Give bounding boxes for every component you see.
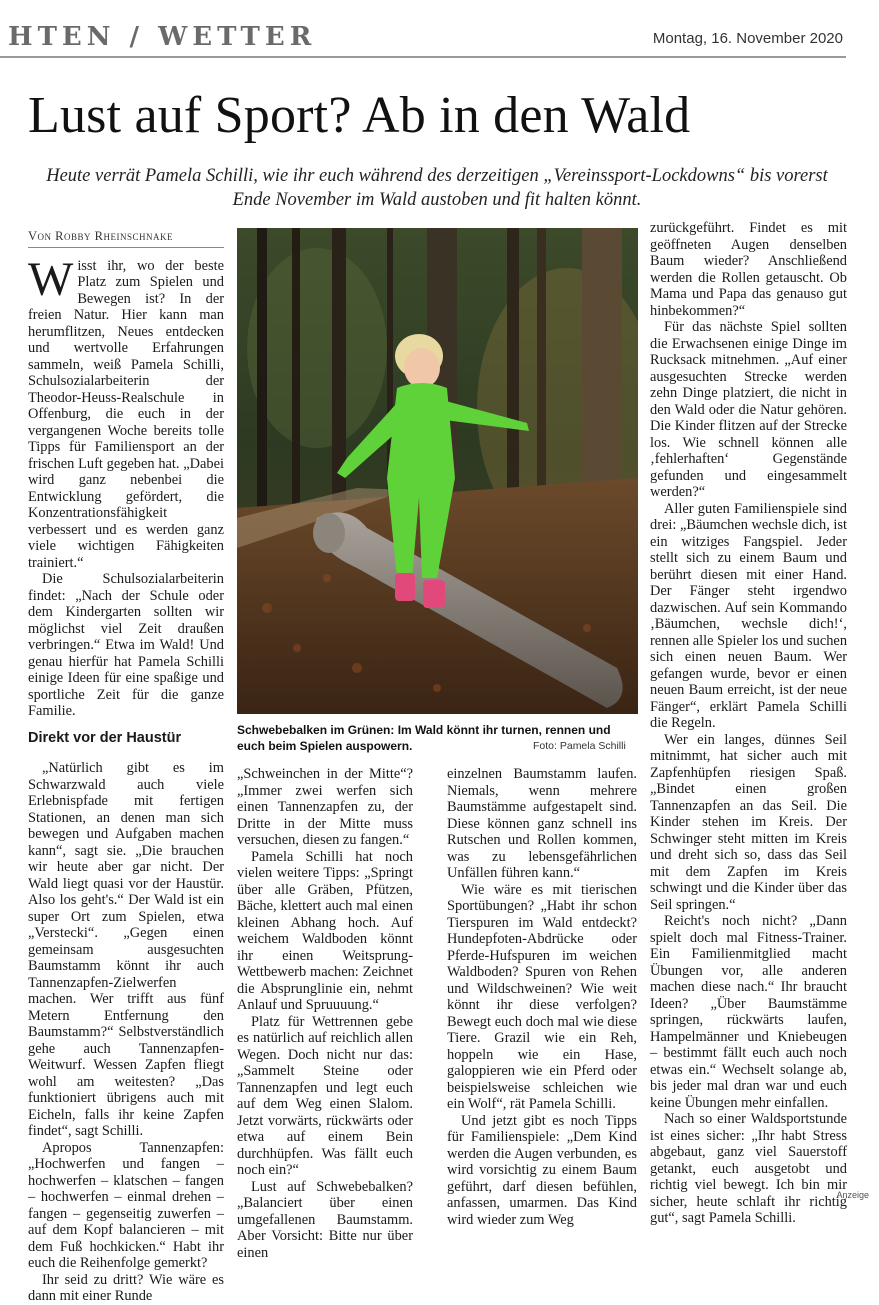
paragraph: Apropos Tannenzapfen: „Hochwerfen und fangen – hochwerfen – klatschen – fangen – hochwerfen – einmal drehen – fangen – gegenseitig zuwerfen – auf dem Kopf balancieren – mit dem Fuß hochkicken.“ Habt ihr euch die Reihenfolge gemerkt?	[28, 1139, 224, 1271]
column-3	[447, 766, 637, 1228]
column-4	[650, 220, 847, 1227]
ad-label: Anzeige	[836, 1190, 869, 1200]
page-header	[0, 0, 879, 58]
paragraph: „Natürlich gibt es im Schwarzwald auch viele Erlebnispfade mit fertigen Stationen, an denen man sich bewegen und Aufgaben machen kann“, sagt sie. „Die brauchen wir heute aber gar nicht. Der Wald liegt quasi vor der Haustür. Also los geht's.“ Der Wald ist ein super Ort zum Spielen, etwa „Verstecki“. „Gegen einen gemeinsam ausgesuchten Baumstamm könnt ihr auch Tannenzapfen-Zielwerfen machen. Wer trifft aus fünf Metern Entfernung den Baumstamm?“ Selbstverständlich gehe auch Tannenzapfen-Weitwurf. Wessen Zapfen fliegt wohl am weitesten? „Das funktioniert übrigens auch mit Eicheln, falls ihr keine Zapfen findet“, sagt Schilli.	[28, 760, 224, 1139]
byline: Von Robby Rheinschnake	[28, 228, 224, 248]
paragraph: Wer ein langes, dünnes Seil mitnimmt, hat sicher auch mit Zapfenhüpfen riesigen Spaß. „Bindet einen großen Tannenzapfen an das Seil. Die Kinder stehen im Kreis. Der Schwinger steht mitten im Kreis und dreht sich so, dass das Seil mit dem Zapfen im Kreis schwingt und die Kinder über das Seil springen.“	[650, 731, 847, 913]
article-photo	[237, 228, 638, 714]
subheading: Direkt vor der Haustür	[28, 729, 182, 746]
paragraph: Für das nächste Spiel sollten die Erwachsenen einige Dinge im Rucksack mitnehmen. „Auf einer ausgesuchten Strecke werden zehn Dinge platziert, die nicht in den Wald oder die Natur gehören. Die Kinder flitzen auf der Strecke los. Wie schnell können alle ‚fehlerhaften‘ Gegenstände gefunden und eingesammelt werden?“	[650, 319, 847, 500]
paragraph: Ihr seid zu dritt? Wie wäre es dann mit einer Runde	[28, 1271, 224, 1304]
paragraph: Aller guten Familienspiele sind drei: „Bäumchen wechsle dich, ist ein witziges Fangspiel. Jeder stellt sich zu einem Baum und berührt diesen mit einer Hand. Der Fänger steht irgendwo dazwischen. Auf sein Kommando ‚Bäumchen, wechsle dich!‘, rennen alle Spieler los und suchen sich einen neuen Baum. Wer gefangen wurde, bevor er einen neuen Baum erreicht, ist der neue Fänger“, erklärt Pamela Schilli die Regeln.	[650, 500, 848, 731]
forest-photo	[237, 228, 638, 714]
teaser: Heute verrät Pamela Schilli, wie ihr euch während des derzeitigen „Vereinssport-Lockdowns“ bis vorerst Ende November im Wald austoben und fit halten könnt.	[46, 166, 828, 210]
paragraph: Platz für Wettrennen gebe es natürlich auf reichlich allen Wegen. Doch nicht nur das: „Sammelt Steine oder Tannenzapfen und legt euch auf dem Weg einen Slalom. Jetzt vorwärts, rückwärts oder etwa auf einem Bein durchhüpfen. Was fällt euch noch ein?“	[237, 1013, 413, 1178]
paragraph: einzelnen Baumstamm laufen. Niemals, wenn mehrere Baumstämme aufgestapelt sind. Diese können ganz schnell ins Rutschen und Rollen kommen, was zu lebensgefährlichen Unfällen führen kann.“	[447, 766, 637, 881]
header-rule	[0, 56, 846, 58]
drop-cap: W	[28, 252, 74, 306]
photo-caption: Schwebebalken im Grünen: Im Wald könnt ihr turnen, rennen und euch beim Spielen auspowern.	[237, 723, 611, 753]
paragraph: Lust auf Schwebebalken? „Balanciert über einen umgefallenen Baumstamm. Aber Vorsicht: Bitte nur über einen	[237, 1178, 413, 1261]
paragraph: Wie wäre es mit tierischen Sportübungen? „Habt ihr schon Tierspuren im Wald entdeckt? Hundepfoten-Abdrücke oder Pferde-Hufspuren im weichen Waldboden? Spuren von Rehen und Wildschweinen? Wie weit könnt ihr diese verfolgen? Bewegt euch doch mal wie diese Tiere. Grazil wie ein Reh, hoppeln wie ein Hase, galoppieren wie ein Pferd oder beispielsweise schleichen wie ein Wolf“, rät Pamela Schilli.	[447, 881, 637, 1112]
paragraph: Pamela Schilli hat noch vielen weitere Tipps: „Springt über alle Gräben, Pfützen, Bäche, klettert auch mal einen kleinen Abhang hoch. Auf weichem Waldboden könnt ihr einen Weitsprung-Wettbewerb machen: Zeichnet die Absprunglinie ein, nehmt Anlauf und Spruuuung.“	[237, 848, 413, 1013]
column-2	[237, 766, 413, 1261]
paragraph: Die Schulsozialarbeiterin findet: „Nach der Schule oder dem Kindergarten sollten wir möglichst viel Zeit draußen verbringen.“ Etwa im Wald! Und genau hierfür hat Pamela Schilli einige Ideen für eine spaßige und sportliche Zeit für die ganze Familie.	[28, 571, 224, 719]
paragraph: Wisst ihr, wo der beste Platz zum Spielen und Bewegen ist? In der freien Natur. Hier kann man herumflitzen, Neues entdecken und wertvolle Erfahrungen sammeln, weiß Pamela Schilli, Schulsozialarbeiterin der Theodor-Heuss-Realschule in Offenburg, die euch in der vergangenen Woche bereits tolle Tipps für Familiensport an der frischen Luft gegeben hat. „Dabei wird ganz nebenbei die Entwicklung gefördert, die Konzentrationsfähigkeit verbessert und es werden ganz viele wichtigen Fähigkeiten trainiert.“	[28, 252, 224, 571]
column-1	[28, 228, 224, 1305]
photo-credit: Foto: Pamela Schilli	[533, 740, 626, 752]
paragraph: Und jetzt gibt es noch Tipps für Familienspiele: „Dem Kind werden die Augen verbunden, es wird vorsichtig zu einem Baum geführt, darf diesen befühlen, anfassen, umarmen. Das Kind wird wieder zum Weg	[447, 1112, 637, 1228]
paragraph: „Schweinchen in der Mitte“? „Immer zwei werfen sich einen Tannenzapfen zu, der Dritte in der Mitte muss versuchen, diesen zu fangen.“	[237, 766, 413, 848]
paragraph: Reicht's noch nicht? „Dann spielt doch mal Fitness-Trainer. Ein Familienmitglied macht Übungen vor, alle anderen machen diese nach.“ Ihr braucht Ideen? „Über Baumstämme springen, rückwärts laufen, Hampelmänner und Kniebeugen – bestimmt fällt euch auch noch etwas ein.“ Wechselt solange ab, bis jeder mal dran war und euch keine Übungen mehr einfallen.	[650, 913, 847, 1111]
paragraph: zurückgeführt. Findet es mit geöffneten Augen denselben Baum wieder? Anschließend werden die Rollen getauscht. Ob Mama und Papa das genauso gut hinbekommen?“	[650, 220, 847, 319]
paragraph: Nach so einer Waldsportstunde ist eines sicher: „Ihr habt Stress abgebaut, ganz viel Sauerstoff getankt, euch ausgetobt und richtig viel bewegt. Ich bin mir sicher, heute schlaft ihr richtig gut“, sagt Pamela Schilli.	[650, 1111, 847, 1226]
headline: Lust auf Sport? Ab in den Wald	[28, 87, 691, 144]
issue-date: Montag, 16. November 2020	[652, 30, 843, 47]
section-label: HTEN / WETTER	[8, 22, 317, 52]
